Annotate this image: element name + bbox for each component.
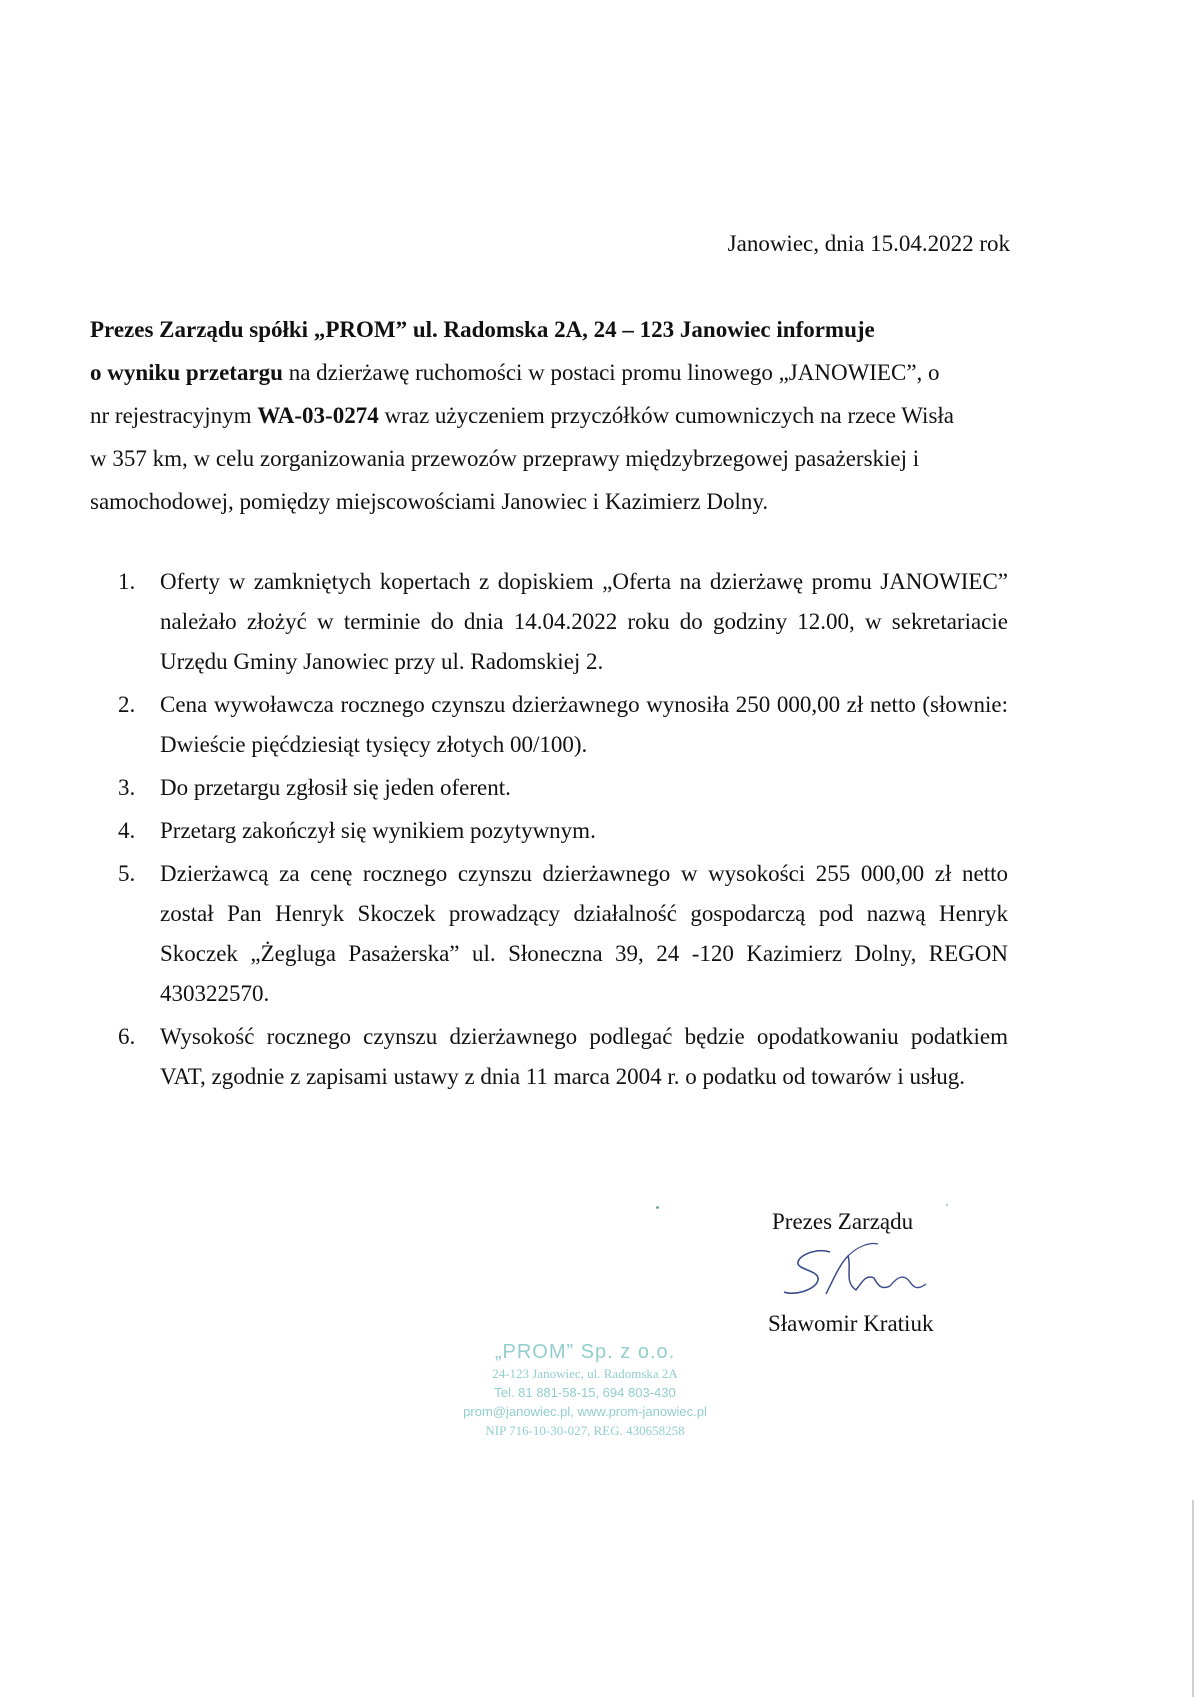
stamp-company-name: „PROM” Sp. z o.o.	[494, 1341, 676, 1363]
registration-number: WA-03-0274	[257, 403, 379, 428]
company-stamp	[445, 1340, 725, 1440]
scan-speck	[656, 1206, 659, 1209]
list-item-text: Wysokość rocznego czynszu dzierżawnego podlegać będzie opodatkowaniu podatkiem VAT, zgodnie z zapisami ustawy z dnia 11 marca 2004 r. o podatku od towarów i usług.	[160, 1024, 1008, 1089]
intro-line-2	[90, 351, 1010, 394]
list-item-number: 6.	[118, 1024, 136, 1049]
list-item-text: Do przetargu zgłosił się jeden oferent.	[160, 775, 511, 800]
list-item	[118, 562, 1008, 682]
scan-edge-line	[1192, 1500, 1194, 1697]
list-item	[118, 854, 1008, 1014]
intro-line-3-post: wraz użyczeniem przyczółków cumowniczych na rzece Wisła	[378, 403, 954, 428]
intro-line-1: Prezes Zarządu spółki „PROM” ul. Radomska 2A, 24 – 123 Janowiec informuje	[90, 317, 875, 342]
list-item-text: Dzierżawcą za cenę rocznego czynszu dzierżawnego w wysokości 255 000,00 zł netto został Pan Henryk Skoczek prowadzący działalność gospodarczą pod nazwą Henryk Skoczek „Żegluga Pasażerska” ul. Słoneczna 39, 24 -120 Kazimierz Dolny, REGON 430322570.	[160, 861, 1008, 1006]
handwritten-signature	[778, 1238, 948, 1318]
list-item	[118, 685, 1008, 765]
numbered-list	[118, 562, 1008, 1100]
list-item	[118, 768, 1008, 808]
stamp-registration: NIP 716-10-30-027, REG. 430658258	[485, 1423, 685, 1438]
list-item	[118, 1017, 1008, 1097]
intro-line-2-bold: o wyniku przetargu	[90, 360, 283, 385]
stamp-contact: prom@janowiec.pl, www.prom-janowiec.pl	[463, 1404, 707, 1419]
list-item	[118, 811, 1008, 851]
list-item-number: 1.	[118, 569, 136, 594]
list-item-text: Oferty w zamkniętych kopertach z dopiskiem „Oferta na dzierżawę promu JANOWIEC” należało złożyć w terminie do dnia 14.04.2022 roku do godziny 12.00, w sekretariacie Urzędu Gminy Janowiec przy ul. Radomskiej 2.	[160, 569, 1008, 674]
date-line: Janowiec, dnia 15.04.2022 rok	[727, 231, 1010, 256]
intro-line-5: samochodowej, pomiędzy miejscowościami Janowiec i Kazimierz Dolny.	[90, 489, 769, 514]
scan-speck	[946, 1204, 948, 1206]
list-item-text: Cena wywoławcza rocznego czynszu dzierżawnego wynosiła 250 000,00 zł netto (słownie: Dwieście pięćdziesiąt tysięcy złotych 00/100).	[160, 692, 1008, 757]
signature-title: Prezes Zarządu	[772, 1209, 914, 1234]
list-item-text: Przetarg zakończył się wynikiem pozytywnym.	[160, 818, 596, 843]
list-item-number: 4.	[118, 818, 136, 843]
intro-line-4: w 357 km, w celu zorganizowania przewozów przeprawy międzybrzegowej pasażerskiej i	[90, 446, 920, 471]
stamp-address: 24-123 Janowiec, ul. Radomska 2A	[492, 1366, 678, 1381]
list-item-number: 2.	[118, 692, 136, 717]
intro-line-3-pre: nr rejestracyjnym	[90, 403, 258, 428]
intro-line-3	[90, 394, 1010, 437]
list-item-number: 3.	[118, 775, 136, 800]
list-item-number: 5.	[118, 861, 136, 886]
intro-paragraph	[90, 308, 1010, 523]
stamp-phone: Tel. 81 881-58-15, 694 803-430	[494, 1385, 676, 1400]
intro-line-2-rest: na dzierżawę ruchomości w postaci promu linowego „JANOWIEC”, o	[282, 360, 940, 385]
signature-block	[758, 1208, 978, 1348]
signatory-name: Sławomir Kratiuk	[768, 1311, 934, 1336]
